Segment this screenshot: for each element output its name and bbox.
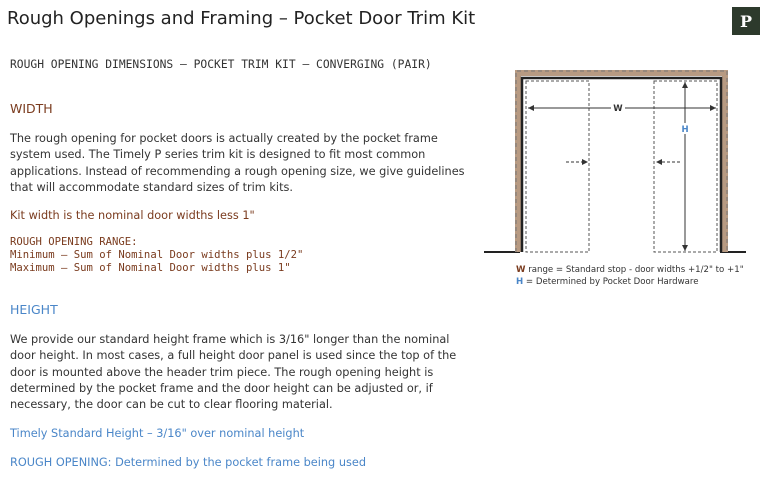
width-paragraph: The rough opening for pocket doors is actually created by the pocket frame system used. The Timely P series trim kit is designed to fit most common applications. Instead of recommending a rough opening size, we give guidelines that will accommodate standard sizes of trim kits. [10, 132, 465, 194]
legend-w-row [516, 264, 744, 276]
diagram-legend [516, 264, 744, 288]
h-arrow-top [682, 82, 688, 88]
w-arrow-left [528, 105, 534, 111]
page-title: Rough Openings and Framing – Pocket Door Trim Kit [7, 8, 476, 29]
brand-logo[interactable]: P [732, 7, 760, 35]
rough-opening-range [10, 236, 303, 275]
frame-dashed-guide [516, 71, 727, 252]
legend-w-text: range = Standard stop - door widths +1/2" to +1" [525, 265, 744, 275]
h-label: H [681, 125, 689, 135]
range-label: ROUGH OPENING RANGE: [10, 236, 138, 248]
height-paragraph: We provide our standard height frame which is 3/16" longer than the nominal door height. In most cases, a full height door panel is used since the top of the door is mounted above the header trim piece. The rough opening height is determined by the pocket frame and the door height can be adjusted or, if necessary, the door can be cut to clear flooring material. [10, 333, 457, 412]
w-label: W [613, 104, 623, 114]
w-arrow-right [710, 105, 716, 111]
height-heading: HEIGHT [10, 302, 58, 317]
frame-outer [518, 73, 725, 252]
width-heading: WIDTH [10, 101, 53, 116]
legend-h-row [516, 276, 744, 288]
range-minimum: Minimum – Sum of Nominal Door widths plus 1/2" [10, 249, 304, 261]
standard-height-link[interactable]: Timely Standard Height – 3/16" over nominal height [10, 427, 305, 440]
h-arrow-bottom [682, 245, 688, 251]
slide-arrowhead-right [656, 159, 662, 165]
rough-opening-link[interactable]: ROUGH OPENING: Determined by the pocket frame being used [10, 456, 366, 469]
range-maximum: Maximum – Sum of Nominal Door widths plus 1" [10, 262, 291, 274]
legend-h-letter: H [516, 277, 524, 287]
legend-w-letter: W [516, 265, 526, 275]
kit-width-text: Kit width is the nominal door widths less 1" [10, 209, 255, 222]
section-subheading: ROUGH OPENING DIMENSIONS – POCKET TRIM KIT – CONVERGING (PAIR) [10, 58, 432, 71]
door-panel-left [526, 81, 589, 252]
slide-arrowhead-left [582, 159, 588, 165]
legend-h-text: = Determined by Pocket Door Hardware [523, 277, 699, 287]
rough-opening-diagram [480, 66, 750, 261]
